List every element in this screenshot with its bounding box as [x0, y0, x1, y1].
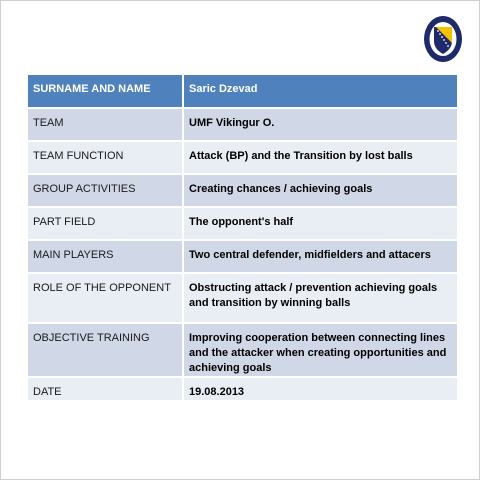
row-label: OBJECTIVE TRAINING	[28, 323, 183, 377]
row-value: Creating chances / achieving goals	[183, 174, 458, 207]
table-row-date	[28, 377, 458, 401]
row-label: MAIN PLAYERS	[28, 240, 183, 273]
row-label: PART FIELD	[28, 207, 183, 240]
row-label: TEAM FUNCTION	[28, 141, 183, 174]
training-info-table	[28, 75, 459, 402]
row-label: ROLE OF THE OPPONENT	[28, 273, 183, 323]
table-row-team-function	[28, 141, 458, 174]
row-label: GROUP ACTIVITIES	[28, 174, 183, 207]
table-header-row	[28, 75, 458, 108]
row-value: Improving cooperation between connecting lines and the attacker when creating opportunities and achieving goals	[183, 323, 458, 377]
football-federation-crest-icon	[423, 15, 463, 63]
row-label: DATE	[28, 377, 183, 401]
table-row-part-field	[28, 207, 458, 240]
header-value: Saric Dzevad	[183, 75, 458, 108]
row-value: Attack (BP) and the Transition by lost balls	[183, 141, 458, 174]
row-value: Two central defender, midfielders and attacers	[183, 240, 458, 273]
table-row-role-of-opponent	[28, 273, 458, 323]
table-row-objective-training	[28, 323, 458, 377]
table-row-main-players	[28, 240, 458, 273]
row-value: 19.08.2013	[183, 377, 458, 401]
table-row-group-activities	[28, 174, 458, 207]
row-value: The opponent's half	[183, 207, 458, 240]
row-value: UMF Vikingur O.	[183, 108, 458, 141]
row-label: TEAM	[28, 108, 183, 141]
header-label: SURNAME AND NAME	[28, 75, 183, 108]
table-row-team	[28, 108, 458, 141]
row-value: Obstructing attack / prevention achieving goals and transition by winning balls	[183, 273, 458, 323]
